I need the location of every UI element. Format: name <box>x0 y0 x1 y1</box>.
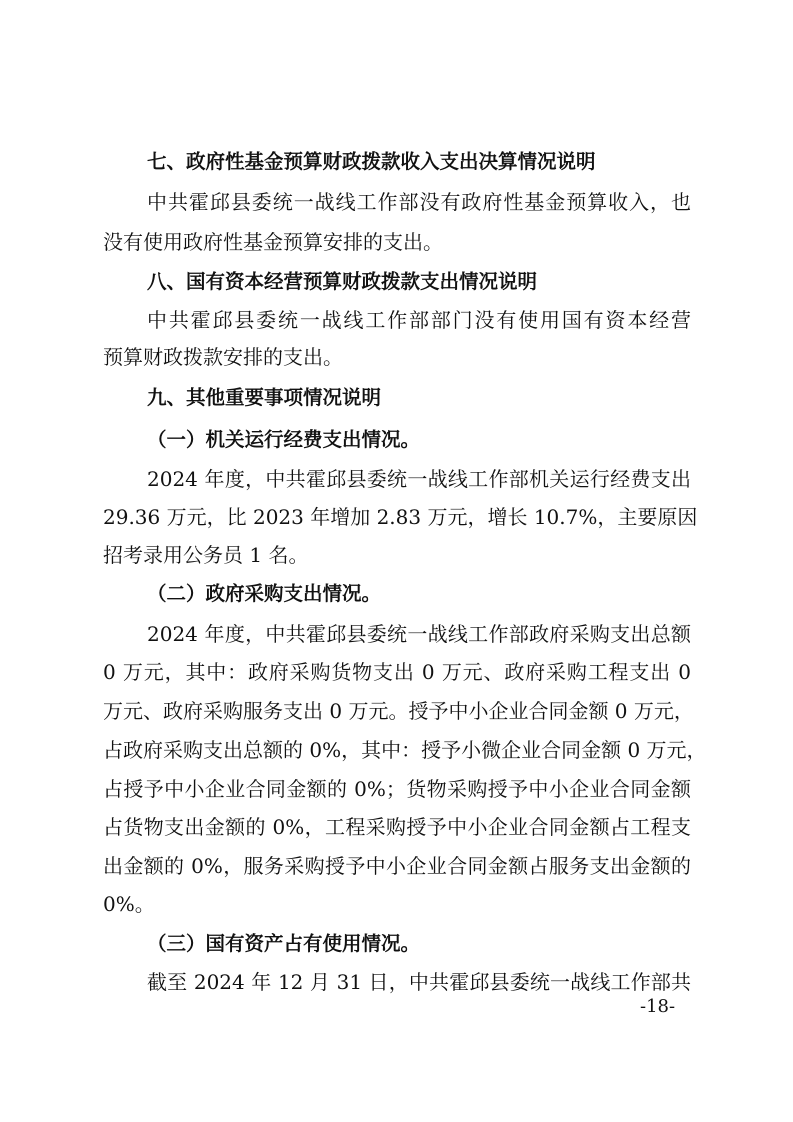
section-7-heading: 七、政府性基金预算财政拨款收入支出决算情况说明 <box>147 150 596 173</box>
subsection-2-heading: （二）政府采购支出情况。 <box>147 582 382 605</box>
paragraph-line: 0%。 <box>103 892 155 916</box>
paragraph-line: 2024 年度，中共霍邱县委统一战线工作部机关运行经费支出 <box>147 467 691 491</box>
paragraph-line: 2024 年度，中共霍邱县委统一战线工作部政府采购支出总额 <box>147 622 691 646</box>
paragraph-line: 预算财政拨款安排的支出。 <box>103 345 343 369</box>
paragraph-line: 中共霍邱县委统一战线工作部没有政府性基金预算收入，也 <box>147 190 691 214</box>
paragraph-line: 出金额的 0%，服务采购授予中小企业合同金额占服务支出金额的 <box>103 854 691 878</box>
paragraph-line: 占政府采购支出总额的 0%，其中：授予小微企业合同金额 0 万元， <box>103 738 707 762</box>
section-9-heading: 九、其他重要事项情况说明 <box>147 386 382 409</box>
paragraph-line: 占货物支出金额的 0%，工程采购授予中小企业合同金额占工程支 <box>103 815 691 839</box>
paragraph-line: 没有使用政府性基金预算安排的支出。 <box>103 230 443 254</box>
paragraph-line: 29.36 万元，比 2023 年增加 2.83 万元，增长 10.7%，主要原因 <box>103 505 698 529</box>
section-8-heading: 八、国有资本经营预算财政拨款支出情况说明 <box>147 270 538 293</box>
subsection-1-heading: （一）机关运行经费支出情况。 <box>147 428 421 451</box>
paragraph-line: 招考录用公务员 1 名。 <box>103 543 309 567</box>
page-number: -18- <box>640 996 676 1017</box>
subsection-3-heading: （三）国有资产占有使用情况。 <box>147 932 421 955</box>
paragraph-line: 0 万元，其中：政府采购货物支出 0 万元、政府采购工程支出 0 <box>103 660 691 684</box>
paragraph-line: 截至 2024 年 12 月 31 日，中共霍邱县委统一战线工作部共 <box>147 970 691 994</box>
paragraph-line: 占授予中小企业合同金额的 0%；货物采购授予中小企业合同金额 <box>103 777 691 801</box>
paragraph-line: 中共霍邱县委统一战线工作部部门没有使用国有资本经营 <box>147 308 691 332</box>
paragraph-line: 万元、政府采购服务支出 0 万元。授予中小企业合同金额 0 万元， <box>103 699 694 723</box>
